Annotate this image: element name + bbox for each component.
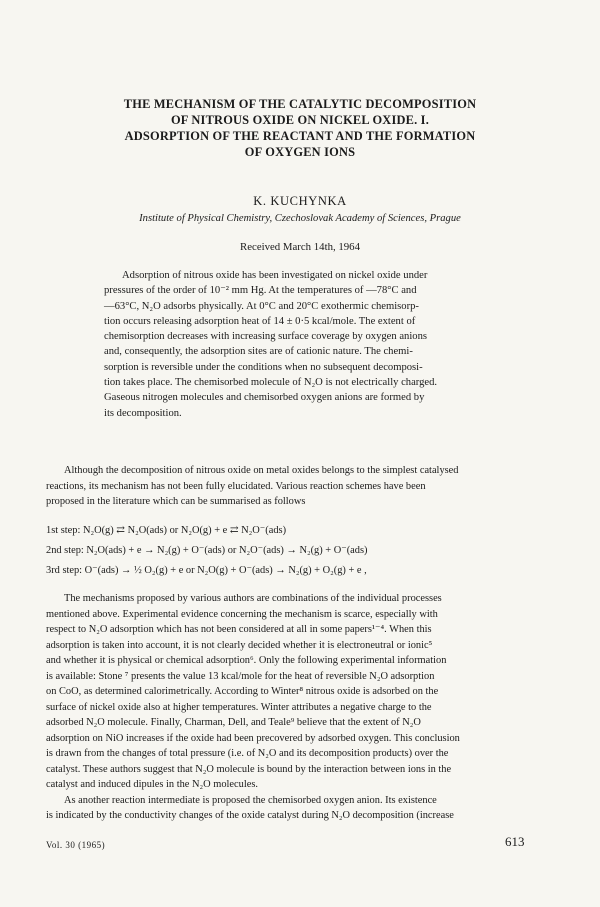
body-line: The mechanisms proposed by various authors are combinations of the individual processes [64,593,442,604]
institution: Institute of Physical Chemistry, Czechoslovak Academy of Sciences, Prague [139,213,461,224]
body-line: proposed in the literature which can be summarised as follows [46,496,306,507]
abstract-line: chemisorption decreases with increasing surface coverage by oxygen anions [104,331,427,343]
abstract-line: Gaseous nitrogen molecules and chemisorbed oxygen anions are formed by [104,392,425,404]
paper-title [40,96,560,160]
body-line: catalyst and induced dipules in the N₂O molecules. [46,779,258,790]
abstract-line: Adsorption of nitrous oxide has been investigated on nickel oxide under [122,270,428,281]
title-line: THE MECHANISM OF THE CATALYTIC DECOMPOSITION [123,97,477,111]
title-line: ADSORPTION OF THE REACTANT AND THE FORMATION [124,129,476,143]
abstract-line: —63°C, N₂O adsorbs physically. At 0°C and 20°C exothermic chemisorp- [104,300,419,312]
body-line: is available: Stone ⁷ presents the value 13 kcal/mole for the heat of reversible N₂O adsorption [46,670,435,682]
abstract-line: sorption is reversible under the conditions when no subsequent decomposi- [104,361,423,373]
body-line: As another reaction intermediate is proposed the chemisorbed oxygen anion. Its existence [64,794,437,806]
body-line: surface of nickel oxide also at higher temperatures. Winter attributes a negative charge to the [46,701,432,713]
abstract-line: tion takes place. The chemisorbed molecule of N₂O is not electrically charged. [104,377,438,389]
body-line: is indicated by the conductivity changes of the oxide catalyst during N₂O decomposition (increase [46,810,454,821]
reaction-step: 1st step: N₂O(g) ⇄ N₂O(ads) or N₂O(g) + e ⇄ N₂O⁻(ads) [46,525,287,536]
body-line: catalyst. These authors suggest that N₂O molecule is bound by the interaction between ions in the [46,763,452,775]
reaction-step: 3rd step: O⁻(ads) → ½ O₂(g) + e or N₂O(g) + O⁻(ads) → N₂(g) + O₂(g) + e , [46,565,367,576]
author: K. KUCHYNKA [253,194,347,208]
reaction-step: 2nd step: N₂O(ads) + e → N₂(g) + O⁻(ads) or N₂O⁻(ads) → N₂(g) + O⁻(ads) [46,545,368,556]
abstract-line: pressures of the order of 10⁻² mm Hg. At the temperatures of —78°C and [104,285,417,297]
abstract [104,268,488,421]
body-line: Although the decomposition of nitrous oxide on metal oxides belongs to the simplest catalysed [64,465,459,476]
body-line: reactions, its mechanism has not been fully elucidated. Various reaction schemes have been [46,480,426,492]
title-line: OF NITROUS OXIDE ON NICKEL OXIDE. I. [170,113,430,127]
body-line: and whether it is physical or chemical adsorption⁶. Only the following experimental information [46,655,447,666]
body-line: on CoO, as determined calorimetrically. According to Winter⁸ nitrous oxide is adsorbed on the [46,686,439,697]
body-line: is drawn from the changes of total pressure (i.e. of N₂O and its decomposition products) over the [46,748,449,759]
body-line: adsorption on NiO increases if the oxide had been precovered by adsorbed oxygen. This conclusion [46,732,460,744]
body-line: adsorbed N₂O molecule. Finally, Charman, Dell, and Teale⁹ believe that the extent of N₂O [46,717,421,728]
body-line: respect to N₂O adsorption which has not been considered at all in some papers¹⁻⁴. When this [46,624,432,635]
received-date: Received March 14th, 1964 [240,241,360,253]
abstract-line: and, consequently, the adsorption sites are of cationic nature. The chemi- [104,346,413,358]
body-text [46,591,556,824]
title-line: OF OXYGEN IONS [244,145,356,159]
body-line: mentioned above. Experimental evidence concerning the mechanism is scarce, especially with [46,608,438,620]
volume-info: Vol. 30 (1965) [46,840,106,850]
intro-paragraph [46,463,556,510]
abstract-line: tion occurs releasing adsorption heat of 14 ± 0·5 kcal/mole. The extent of [104,315,416,327]
reaction-steps [46,521,566,581]
page-number: 613 [505,834,525,849]
body-line: adsorption is taken into account, it is not clearly decided whether it is electroneutral or ionic⁵ [46,639,433,651]
abstract-line: its decomposition. [104,407,182,419]
